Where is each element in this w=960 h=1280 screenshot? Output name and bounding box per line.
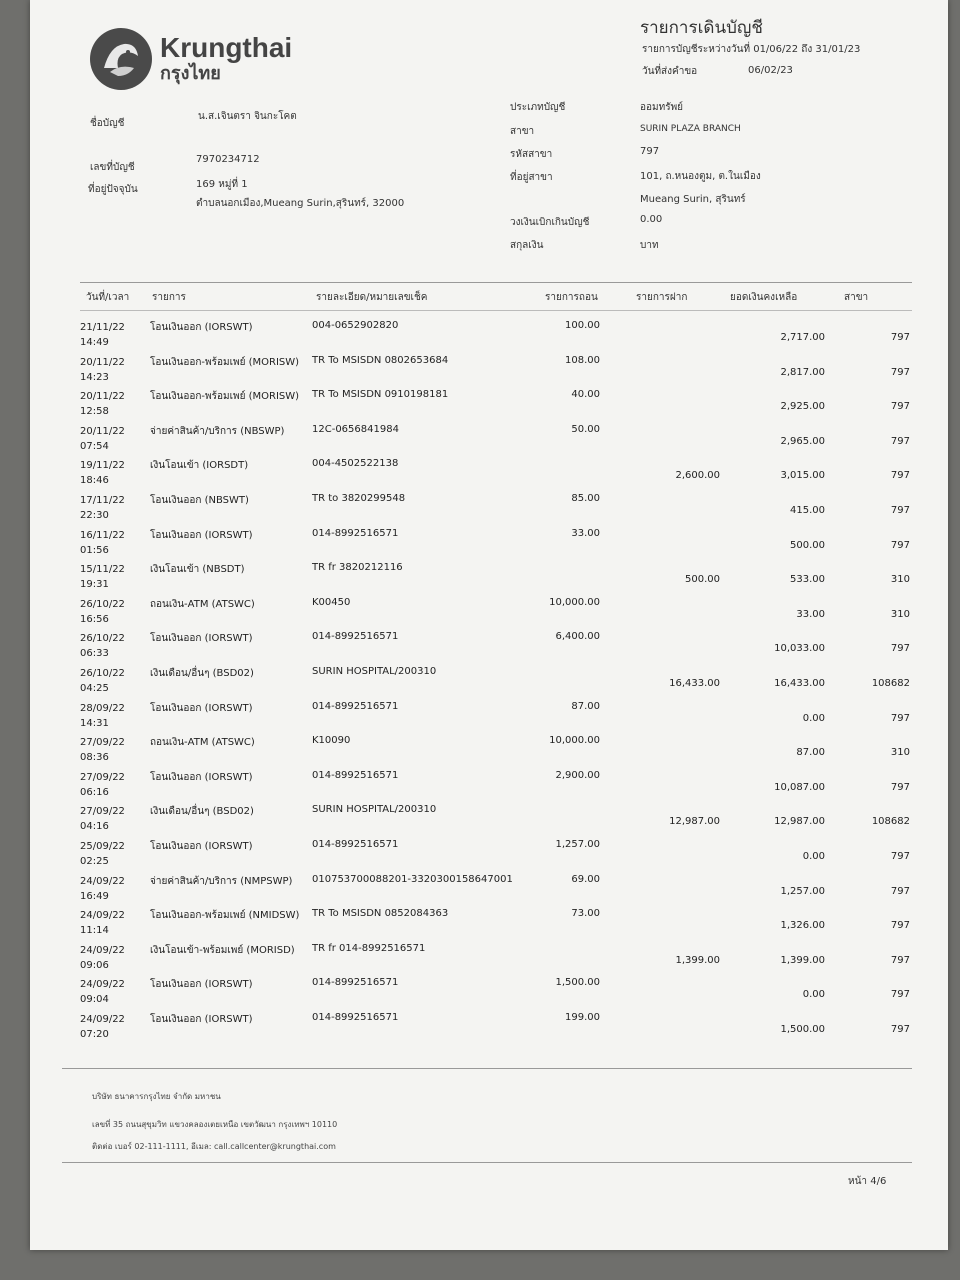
row-description: โอนเงินออก (IORSWT) bbox=[150, 1014, 253, 1025]
row-date bbox=[80, 874, 140, 904]
row-withdrawal: 1,257.00 bbox=[555, 839, 600, 850]
table-row bbox=[80, 768, 910, 803]
row-date-value: 20/11/22 bbox=[80, 426, 125, 437]
row-detail: SURIN HOSPITAL/200310 bbox=[312, 666, 437, 677]
row-balance: 3,015.00 bbox=[780, 470, 825, 481]
table-row bbox=[80, 318, 910, 353]
table-row bbox=[80, 837, 910, 872]
row-balance: 10,033.00 bbox=[774, 643, 825, 654]
row-withdrawal: 2,900.00 bbox=[555, 770, 600, 781]
table-row bbox=[80, 941, 910, 976]
footer-divider-top bbox=[62, 1068, 912, 1069]
row-detail: TR fr 014-8992516571 bbox=[312, 943, 426, 954]
row-description: จ่ายค่าสินค้า/บริการ (NBSWP) bbox=[150, 426, 285, 437]
row-date-value: 24/09/22 bbox=[80, 910, 125, 921]
statement-title: รายการเดินบัญชี bbox=[640, 18, 763, 38]
row-time-value: 06:33 bbox=[80, 648, 109, 659]
statement-period: รายการบัญชีระหว่างวันที่ 01/06/22 ถึง 31/01/23 bbox=[642, 44, 861, 55]
row-date bbox=[80, 597, 140, 627]
row-date bbox=[80, 943, 140, 973]
table-row bbox=[80, 975, 910, 1010]
col-header-date: วันที่/เวลา bbox=[86, 292, 130, 303]
row-branch: 797 bbox=[890, 851, 910, 862]
table-row bbox=[80, 802, 910, 837]
row-time-value: 14:31 bbox=[80, 718, 109, 729]
row-withdrawal: 100.00 bbox=[565, 320, 600, 331]
footer-divider-bottom bbox=[62, 1162, 912, 1163]
table-row bbox=[80, 1010, 910, 1045]
row-branch: 310 bbox=[890, 609, 910, 620]
row-branch: 797 bbox=[890, 643, 910, 654]
row-withdrawal: 199.00 bbox=[565, 1012, 600, 1023]
col-header-branch: สาขา bbox=[844, 292, 869, 303]
row-detail: 014-8992516571 bbox=[312, 528, 399, 539]
row-withdrawal: 10,000.00 bbox=[549, 735, 600, 746]
row-detail: 010753700088201-3320300158647001 bbox=[312, 874, 513, 885]
account-number-label: เลขที่บัญชี bbox=[90, 162, 135, 173]
row-date-value: 26/10/22 bbox=[80, 668, 125, 679]
row-branch: 310 bbox=[890, 747, 910, 758]
col-header-desc: รายการ bbox=[152, 292, 186, 303]
page-number: หน้า 4/6 bbox=[848, 1176, 887, 1187]
bank-logo bbox=[90, 28, 292, 90]
row-time-value: 09:04 bbox=[80, 994, 109, 1005]
row-date bbox=[80, 389, 140, 419]
row-balance: 500.00 bbox=[790, 540, 825, 551]
row-branch: 797 bbox=[890, 1024, 910, 1035]
row-description: เงินโอนเข้า (IORSDT) bbox=[150, 460, 249, 471]
row-balance: 0.00 bbox=[802, 989, 825, 1000]
table-row bbox=[80, 526, 910, 561]
account-type-label: ประเภทบัญชี bbox=[510, 102, 566, 113]
footer-company: บริษัท ธนาคารกรุงไทย จำกัด มหาชน bbox=[92, 1092, 221, 1101]
row-branch: 797 bbox=[890, 332, 910, 343]
table-row bbox=[80, 422, 910, 457]
row-date bbox=[80, 493, 140, 523]
row-branch: 108682 bbox=[871, 816, 910, 827]
row-deposit: 12,987.00 bbox=[669, 816, 720, 827]
table-header-divider bbox=[80, 310, 912, 311]
address-line-2: ตำบลนอกเมือง,Mueang Surin,สุรินทร์, 32000 bbox=[196, 198, 405, 209]
row-date bbox=[80, 908, 140, 938]
table-row bbox=[80, 872, 910, 907]
row-branch: 797 bbox=[890, 401, 910, 412]
row-date-value: 17/11/22 bbox=[80, 495, 125, 506]
row-deposit: 500.00 bbox=[685, 574, 720, 585]
row-detail: 014-8992516571 bbox=[312, 701, 399, 712]
row-date-value: 26/10/22 bbox=[80, 599, 125, 610]
row-balance: 10,087.00 bbox=[774, 782, 825, 793]
account-type: ออมทรัพย์ bbox=[640, 102, 684, 113]
account-name: น.ส.เจินตรา จินกะโคต bbox=[198, 111, 297, 122]
row-date-value: 20/11/22 bbox=[80, 357, 125, 368]
row-description: ถอนเงิน-ATM (ATSWC) bbox=[150, 599, 255, 610]
footer-address: เลขที่ 35 ถนนสุขุมวิท แขวงคลองเตยเหนือ เขตวัฒนา กรุงเทพฯ 10110 bbox=[92, 1120, 338, 1129]
row-description: โอนเงินออก-พร้อมเพย์ (MORISW) bbox=[150, 357, 300, 368]
table-row bbox=[80, 699, 910, 734]
row-deposit: 1,399.00 bbox=[675, 955, 720, 966]
row-balance: 1,257.00 bbox=[780, 886, 825, 897]
row-branch: 797 bbox=[890, 955, 910, 966]
table-row bbox=[80, 491, 910, 526]
statement-page bbox=[30, 0, 948, 1250]
row-balance: 33.00 bbox=[796, 609, 825, 620]
row-description: ถอนเงิน-ATM (ATSWC) bbox=[150, 737, 255, 748]
request-date-label: วันที่ส่งคำขอ bbox=[642, 66, 698, 77]
row-balance: 2,717.00 bbox=[780, 332, 825, 343]
row-date-value: 24/09/22 bbox=[80, 1014, 125, 1025]
row-time-value: 07:20 bbox=[80, 1029, 109, 1040]
row-date bbox=[80, 631, 140, 661]
row-date bbox=[80, 320, 140, 350]
row-date-value: 27/09/22 bbox=[80, 737, 125, 748]
row-balance: 16,433.00 bbox=[774, 678, 825, 689]
row-balance: 12,987.00 bbox=[774, 816, 825, 827]
row-balance: 1,500.00 bbox=[780, 1024, 825, 1035]
row-date-value: 21/11/22 bbox=[80, 322, 125, 333]
branch-address-line-2: Mueang Surin, สุรินทร์ bbox=[640, 194, 746, 205]
row-description: โอนเงินออก (NBSWT) bbox=[150, 495, 249, 506]
row-time-value: 09:06 bbox=[80, 960, 109, 971]
row-time-value: 16:49 bbox=[80, 891, 109, 902]
row-description: เงินโอนเข้า-พร้อมเพย์ (MORISD) bbox=[150, 945, 295, 956]
overdraft-value: 0.00 bbox=[640, 214, 663, 225]
row-detail: 12C-0656841984 bbox=[312, 424, 399, 435]
row-withdrawal: 73.00 bbox=[571, 908, 600, 919]
row-balance: 1,326.00 bbox=[780, 920, 825, 931]
row-description: โอนเงินออก (IORSWT) bbox=[150, 979, 253, 990]
row-withdrawal: 1,500.00 bbox=[555, 977, 600, 988]
row-description: โอนเงินออก (IORSWT) bbox=[150, 841, 253, 852]
row-withdrawal: 33.00 bbox=[571, 528, 600, 539]
row-time-value: 07:54 bbox=[80, 441, 109, 452]
row-balance: 87.00 bbox=[796, 747, 825, 758]
row-date-value: 27/09/22 bbox=[80, 772, 125, 783]
row-balance: 0.00 bbox=[802, 713, 825, 724]
row-time-value: 16:56 bbox=[80, 614, 109, 625]
row-balance: 2,817.00 bbox=[780, 367, 825, 378]
branch-label: สาขา bbox=[510, 126, 535, 137]
row-time-value: 04:16 bbox=[80, 821, 109, 832]
row-date bbox=[80, 458, 140, 488]
row-detail: 014-8992516571 bbox=[312, 977, 399, 988]
row-description: จ่ายค่าสินค้า/บริการ (NMPSWP) bbox=[150, 876, 293, 887]
row-withdrawal: 40.00 bbox=[571, 389, 600, 400]
row-detail: TR To MSISDN 0852084363 bbox=[312, 908, 449, 919]
branch-address-label: ที่อยู่สาขา bbox=[510, 172, 553, 183]
overdraft-label: วงเงินเบิกเกินบัญชี bbox=[510, 217, 590, 228]
row-date bbox=[80, 770, 140, 800]
request-date: 06/02/23 bbox=[748, 65, 793, 76]
row-deposit: 2,600.00 bbox=[675, 470, 720, 481]
table-row bbox=[80, 595, 910, 630]
table-row bbox=[80, 387, 910, 422]
row-date-value: 25/09/22 bbox=[80, 841, 125, 852]
row-detail: TR To MSISDN 0802653684 bbox=[312, 355, 449, 366]
row-date bbox=[80, 977, 140, 1007]
table-row bbox=[80, 560, 910, 595]
row-date bbox=[80, 701, 140, 731]
row-date-value: 15/11/22 bbox=[80, 564, 125, 575]
row-time-value: 04:25 bbox=[80, 683, 109, 694]
row-balance: 2,965.00 bbox=[780, 436, 825, 447]
row-date-value: 24/09/22 bbox=[80, 945, 125, 956]
row-description: โอนเงินออก (IORSWT) bbox=[150, 322, 253, 333]
row-date-value: 26/10/22 bbox=[80, 633, 125, 644]
row-description: โอนเงินออก (IORSWT) bbox=[150, 530, 253, 541]
col-header-balance: ยอดเงินคงเหลือ bbox=[730, 292, 798, 303]
row-branch: 797 bbox=[890, 505, 910, 516]
branch-name: SURIN PLAZA BRANCH bbox=[640, 124, 741, 134]
row-time-value: 06:16 bbox=[80, 787, 109, 798]
branch-code: 797 bbox=[640, 146, 660, 157]
account-number: 7970234712 bbox=[196, 154, 260, 165]
row-branch: 797 bbox=[890, 989, 910, 1000]
row-time-value: 11:14 bbox=[80, 925, 109, 936]
row-time-value: 14:49 bbox=[80, 337, 109, 348]
row-withdrawal: 69.00 bbox=[571, 874, 600, 885]
row-time-value: 14:23 bbox=[80, 372, 109, 383]
row-date bbox=[80, 839, 140, 869]
row-detail: 014-8992516571 bbox=[312, 770, 399, 781]
table-row bbox=[80, 353, 910, 388]
row-date bbox=[80, 355, 140, 385]
row-branch: 797 bbox=[890, 540, 910, 551]
row-date bbox=[80, 424, 140, 454]
row-detail: 014-8992516571 bbox=[312, 631, 399, 642]
brand-name-th: กรุงไทย bbox=[160, 63, 221, 84]
row-balance: 0.00 bbox=[802, 851, 825, 862]
address-line-1: 169 หมู่ที่ 1 bbox=[196, 179, 248, 190]
row-date-value: 24/09/22 bbox=[80, 979, 125, 990]
row-time-value: 08:36 bbox=[80, 752, 109, 763]
row-time-value: 02:25 bbox=[80, 856, 109, 867]
row-branch: 797 bbox=[890, 436, 910, 447]
row-description: โอนเงินออก-พร้อมเพย์ (NMIDSW) bbox=[150, 910, 300, 921]
row-date-value: 16/11/22 bbox=[80, 530, 125, 541]
row-withdrawal: 85.00 bbox=[571, 493, 600, 504]
row-branch: 797 bbox=[890, 713, 910, 724]
col-header-deposit: รายการฝาก bbox=[636, 292, 688, 303]
row-description: โอนเงินออก (IORSWT) bbox=[150, 633, 253, 644]
branch-code-label: รหัสสาขา bbox=[510, 149, 553, 160]
row-date-value: 27/09/22 bbox=[80, 806, 125, 817]
row-date bbox=[80, 528, 140, 558]
row-date-value: 19/11/22 bbox=[80, 460, 125, 471]
row-description: โอนเงินออก (IORSWT) bbox=[150, 703, 253, 714]
account-name-label: ชื่อบัญชี bbox=[90, 118, 125, 129]
row-withdrawal: 6,400.00 bbox=[555, 631, 600, 642]
row-branch: 797 bbox=[890, 782, 910, 793]
row-detail: 014-8992516571 bbox=[312, 1012, 399, 1023]
row-date-value: 24/09/22 bbox=[80, 876, 125, 887]
row-detail: K00450 bbox=[312, 597, 351, 608]
krungthai-emblem-icon bbox=[90, 28, 152, 90]
row-detail: SURIN HOSPITAL/200310 bbox=[312, 804, 437, 815]
row-date bbox=[80, 562, 140, 592]
table-row bbox=[80, 733, 910, 768]
row-withdrawal: 108.00 bbox=[565, 355, 600, 366]
row-detail: K10090 bbox=[312, 735, 351, 746]
row-detail: TR To MSISDN 0910198181 bbox=[312, 389, 449, 400]
row-description: โอนเงินออก-พร้อมเพย์ (MORISW) bbox=[150, 391, 300, 402]
row-withdrawal: 10,000.00 bbox=[549, 597, 600, 608]
row-branch: 797 bbox=[890, 367, 910, 378]
row-branch: 310 bbox=[890, 574, 910, 585]
row-date-value: 28/09/22 bbox=[80, 703, 125, 714]
row-description: เงินเดือน/อื่นๆ (BSD02) bbox=[150, 668, 254, 679]
row-time-value: 01:56 bbox=[80, 545, 109, 556]
row-date bbox=[80, 735, 140, 765]
col-header-withdraw: รายการถอน bbox=[545, 292, 598, 303]
table-row bbox=[80, 906, 910, 941]
row-branch: 797 bbox=[890, 920, 910, 931]
row-detail: TR fr 3820212116 bbox=[312, 562, 403, 573]
currency-label: สกุลเงิน bbox=[510, 240, 544, 251]
row-time-value: 19:31 bbox=[80, 579, 109, 590]
brand-name-en: Krungthai bbox=[160, 32, 293, 63]
table-row bbox=[80, 664, 910, 699]
row-withdrawal: 50.00 bbox=[571, 424, 600, 435]
row-branch: 797 bbox=[890, 886, 910, 897]
row-detail: TR to 3820299548 bbox=[312, 493, 406, 504]
footer-contact: ติดต่อ เบอร์ 02-111-1111, อีเมล: call.callcenter@krungthai.com bbox=[92, 1142, 336, 1151]
row-time-value: 12:58 bbox=[80, 406, 109, 417]
col-header-detail: รายละเอียด/หมายเลขเช็ค bbox=[316, 292, 428, 303]
row-description: โอนเงินออก (IORSWT) bbox=[150, 772, 253, 783]
row-description: เงินโอนเข้า (NBSDT) bbox=[150, 564, 245, 575]
row-withdrawal: 87.00 bbox=[571, 701, 600, 712]
row-date bbox=[80, 1012, 140, 1042]
row-detail: 004-4502522138 bbox=[312, 458, 399, 469]
row-balance: 533.00 bbox=[790, 574, 825, 585]
row-time-value: 18:46 bbox=[80, 475, 109, 486]
branch-address-line-1: 101, ถ.หนองตูม, ต.ในเมือง bbox=[640, 171, 761, 182]
row-detail: 004-0652902820 bbox=[312, 320, 399, 331]
row-balance: 415.00 bbox=[790, 505, 825, 516]
row-deposit: 16,433.00 bbox=[669, 678, 720, 689]
row-branch: 797 bbox=[890, 470, 910, 481]
row-balance: 1,399.00 bbox=[780, 955, 825, 966]
row-detail: 014-8992516571 bbox=[312, 839, 399, 850]
currency-value: บาท bbox=[640, 240, 659, 251]
row-balance: 2,925.00 bbox=[780, 401, 825, 412]
row-branch: 108682 bbox=[871, 678, 910, 689]
row-date bbox=[80, 804, 140, 834]
header-divider bbox=[80, 282, 912, 283]
address-label: ที่อยู่ปัจจุบัน bbox=[88, 184, 138, 195]
table-row bbox=[80, 629, 910, 664]
row-description: เงินเดือน/อื่นๆ (BSD02) bbox=[150, 806, 254, 817]
table-row bbox=[80, 456, 910, 491]
row-time-value: 22:30 bbox=[80, 510, 109, 521]
row-date-value: 20/11/22 bbox=[80, 391, 125, 402]
row-date bbox=[80, 666, 140, 696]
